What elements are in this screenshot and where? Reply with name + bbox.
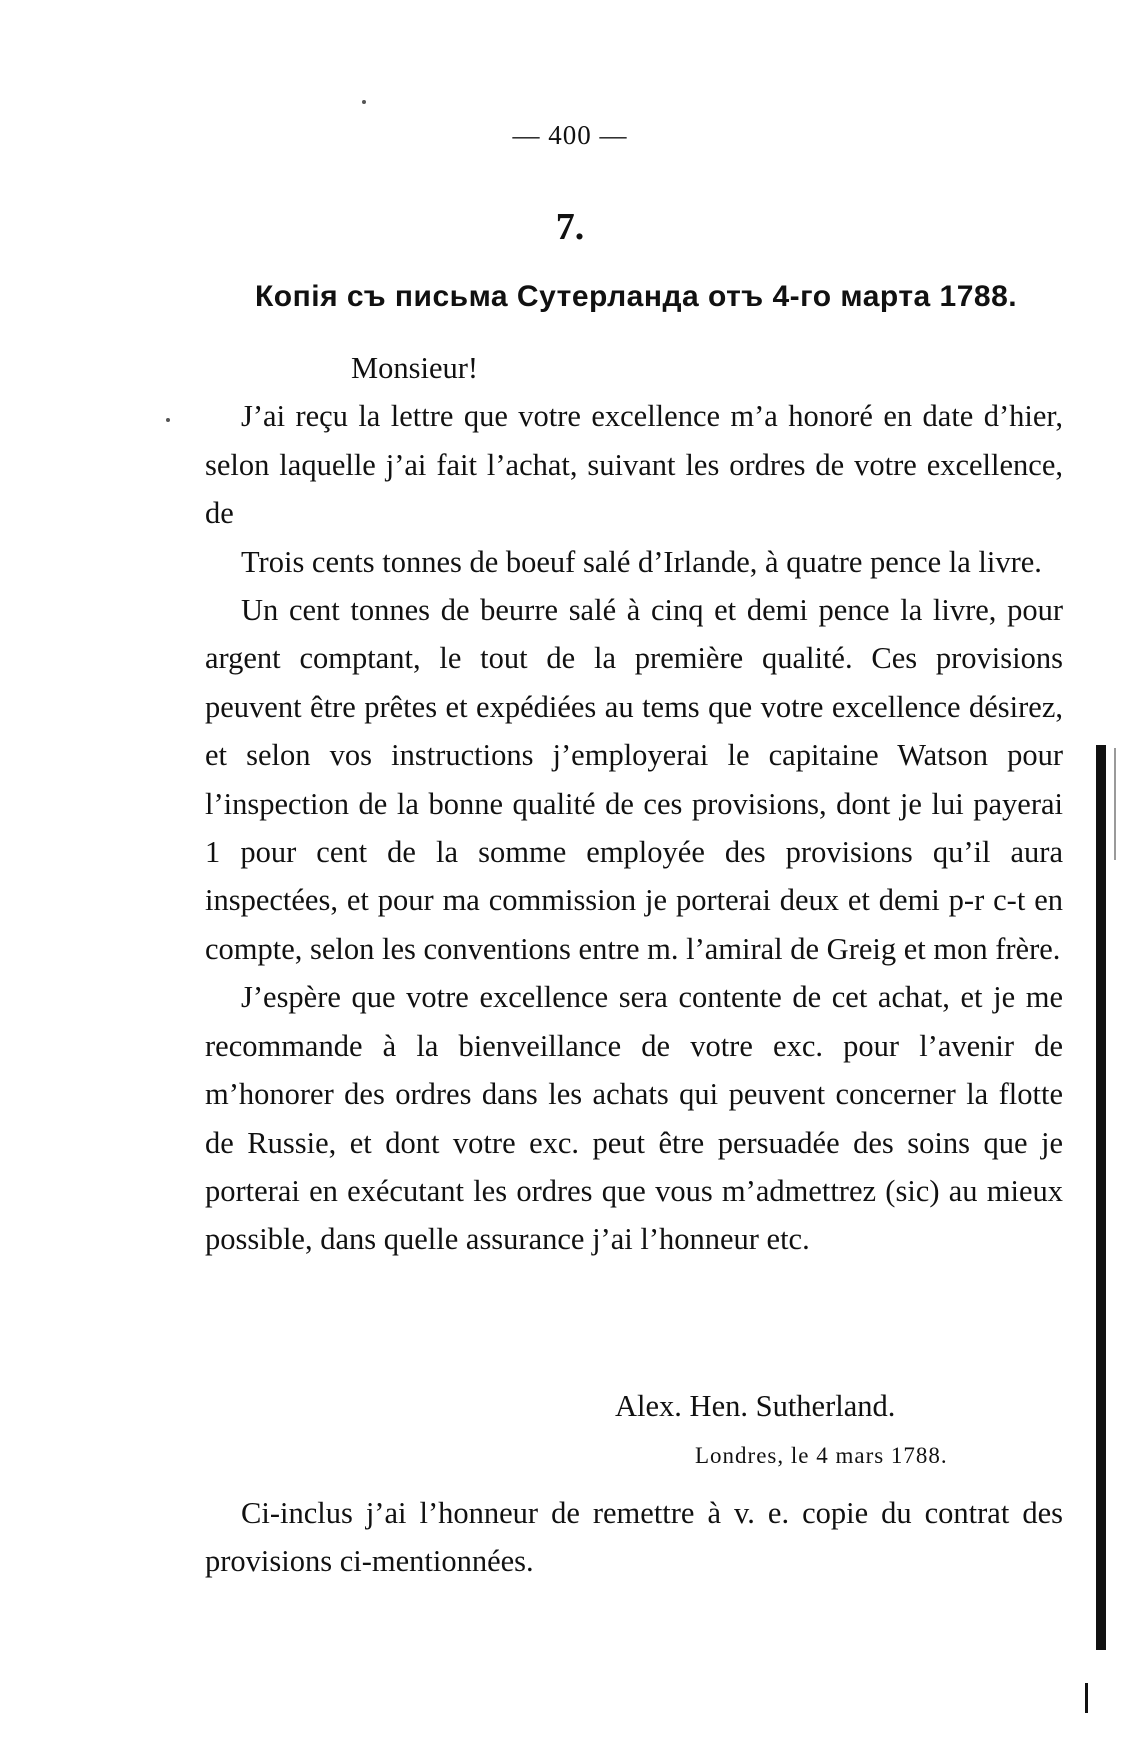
letter-body [205,344,1063,1264]
section-number: 7. [555,206,585,248]
postscript: Ci-inclus j’ai l’honneur de remettre à v. e. copie du contrat des provisions ci-mentionnées. [205,1496,1063,1578]
margin-rule-thin [1114,748,1116,860]
paragraph: J’ai reçu la lettre que votre excellence m’a honoré en date d’hier, selon laquelle j’ai fait l’achat, suivant les ordres de votre excellence, de [205,399,1063,531]
paragraph: Trois cents tonnes de boeuf salé d’Irlande, à quatre pence la livre. [241,544,1042,579]
margin-mark [1085,1683,1088,1713]
signature: Alex. Hen. Sutherland. [615,1389,896,1423]
place-date: Londres, le 4 mars 1788. [695,1443,948,1468]
speck [166,418,170,422]
paragraph: Un cent tonnes de beurre salé à cinq et demi pence la livre, pour argent comptant, le tout de la première qualité. Ces provisions peuvent être prêtes et expédiées au tems que votre excellence désirez, et selon vos instructions j’employerai le capitaine Watson pour l’inspection de la bonne qualité de ces provisions, dont je lui payerai 1 pour cent de la somme employée des provisions qu’il aura inspectées, et pour ma commission je porterai deux et demi p-r c-t en compte, selon les conventions entre m. l’amiral de Greig et mon frère. [205,593,1063,966]
speck [362,100,366,104]
salutation: Monsieur! [351,351,479,385]
postscript-block [205,1489,1063,1585]
margin-rule [1096,745,1106,1650]
letter-heading: Копія съ письма Сутерланда отъ 4-го марта 1788. [255,280,1018,313]
page-number: — 400 — [512,120,628,150]
paragraph: J’espère que votre excellence sera contente de cet achat, et je me recommande à la bienveillance de votre exc. pour l’avenir de m’honorer des ordres dans les achats qui peuvent concerner la flotte de Russie, et dont votre exc. peut être persuadée des soins que je porterai en exécutant les ordres que vous m’admettrez (sic) au mieux possible, dans quelle assurance j’ai l’honneur etc. [205,980,1063,1257]
